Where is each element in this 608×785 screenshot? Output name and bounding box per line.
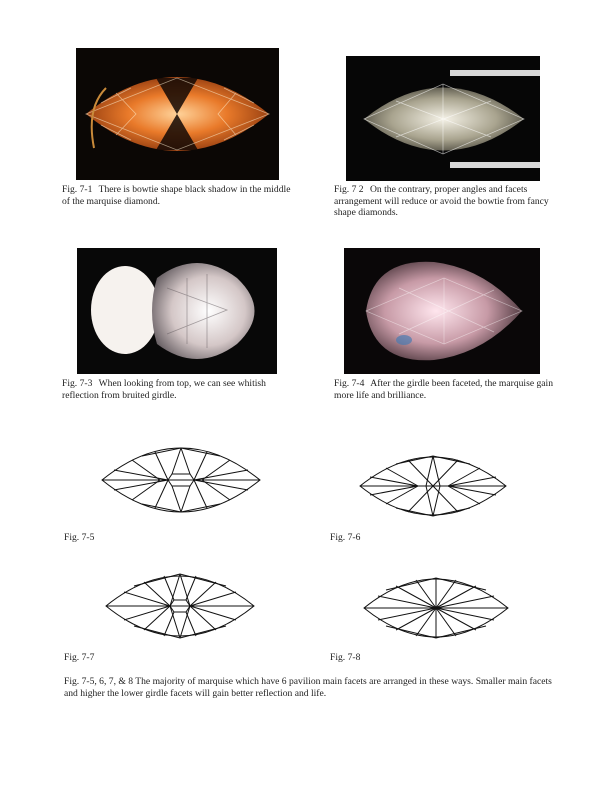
photo-fig-7-1 bbox=[76, 48, 279, 180]
caption-text: After the girdle been faceted, the marquise gain more life and brilliance. bbox=[334, 378, 553, 401]
caption-text: There is bowtie shape black shadow in the middle of the marquise diamond. bbox=[62, 184, 291, 207]
figure-label-7-6: Fig. 7-6 bbox=[330, 532, 361, 543]
figure-label-7-7: Fig. 7-7 bbox=[64, 652, 95, 663]
photo-fig-7-4 bbox=[344, 248, 540, 374]
caption-fig-7-2 bbox=[334, 184, 564, 219]
caption-text: On the contrary, proper angles and facets arrangement will reduce or avoid the bowtie from fancy shape diamonds. bbox=[334, 184, 549, 218]
caption-fig-7-3 bbox=[62, 378, 292, 401]
figure-label-7-8: Fig. 7-8 bbox=[330, 652, 361, 663]
caption-number: Fig. 7 2 bbox=[334, 184, 364, 195]
caption-text: When looking from top, we can see whitish reflection from bruited girdle. bbox=[62, 378, 266, 401]
caption-number: Fig. 7-4 bbox=[334, 378, 365, 389]
photo-fig-7-2 bbox=[346, 56, 540, 181]
diagram-fig-7-8 bbox=[362, 568, 510, 648]
diagram-fig-7-5 bbox=[100, 436, 262, 524]
caption-fig-7-1 bbox=[62, 184, 292, 207]
figure-label-7-5: Fig. 7-5 bbox=[64, 532, 95, 543]
caption-number: Fig. 7-3 bbox=[62, 378, 93, 389]
caption-fig-7-4 bbox=[334, 378, 564, 401]
caption-number: Fig. 7-1 bbox=[62, 184, 93, 195]
diagram-fig-7-7 bbox=[104, 564, 256, 648]
diagram-fig-7-6 bbox=[358, 446, 508, 526]
footer-caption: Fig. 7-5, 6, 7, & 8 The majority of marquise which have 6 pavilion main facets are arranged in these ways. Smaller main facets and higher the lower girdle facets will gain better reflection and life. bbox=[64, 676, 552, 699]
photo-fig-7-3 bbox=[77, 248, 277, 374]
